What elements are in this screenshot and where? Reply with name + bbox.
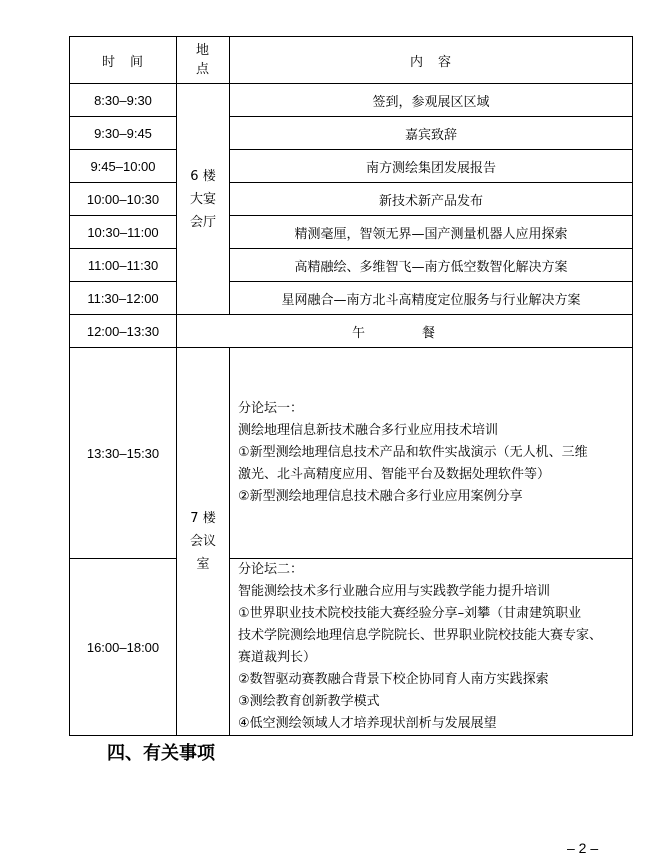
header-location-line: 地 [195, 43, 210, 58]
forum-row [70, 348, 633, 559]
location-line: 6 楼 [190, 168, 216, 184]
time-cell: 9:45–10:00 [70, 150, 177, 183]
time-cell: 16:00–18:00 [70, 559, 177, 736]
table-row [70, 249, 633, 282]
content-cell: 星网融合—南方北斗高精度定位服务与行业解决方案 [230, 282, 633, 315]
time-cell: 13:30–15:30 [70, 348, 177, 559]
forum-line: 激光、北斗高精度应用、智能平台及数据处理软件等） [238, 467, 551, 482]
table-row [70, 117, 633, 150]
agenda-table [69, 36, 633, 736]
time-cell: 10:30–11:00 [70, 216, 177, 249]
content-cell: 南方测绘集团发展报告 [230, 150, 633, 183]
location-cell-morning [177, 84, 230, 315]
time-cell: 11:30–12:00 [70, 282, 177, 315]
section-heading: 四、有关事项 [107, 743, 215, 764]
table-row [70, 216, 633, 249]
time-cell: 8:30–9:30 [70, 84, 177, 117]
time-cell: 10:00–10:30 [70, 183, 177, 216]
time-cell: 9:30–9:45 [70, 117, 177, 150]
location-line: 会议 [189, 534, 216, 549]
location-line: 室 [196, 557, 210, 572]
table-row [70, 84, 633, 117]
forum-line: ③测绘教育创新教学模式 [238, 694, 380, 709]
time-cell: 11:00–11:30 [70, 249, 177, 282]
header-location-line: 点 [195, 62, 210, 77]
header-content: 内 容 [230, 37, 633, 84]
content-cell: 签到，参观展区区域 [230, 84, 633, 117]
location-line: 7 楼 [190, 511, 216, 526]
forum-line: 智能测绘技术多行业融合应用与实践教学能力提升培训 [238, 584, 551, 599]
forum-line: 技术学院测绘地理信息学院院长、世界职业院校技能大赛专家、 [238, 628, 603, 643]
header-location [177, 37, 230, 84]
content-cell: 精测毫厘，智领无界—国产测量机器人应用探索 [230, 216, 633, 249]
forum-row [70, 559, 633, 736]
lunch-cell: 午 餐 [177, 315, 633, 348]
page-number: – 2 – [567, 840, 599, 856]
lunch-row [70, 315, 633, 348]
header-time: 时 间 [70, 37, 177, 84]
table-row [70, 282, 633, 315]
forum-line: 分论坛一： [238, 401, 304, 416]
forum-line: ②新型测绘地理信息技术融合多行业应用案例分享 [238, 489, 523, 504]
table-row [70, 150, 633, 183]
content-cell: 新技术新产品发布 [230, 183, 633, 216]
content-cell: 嘉宾致辞 [230, 117, 633, 150]
location-line: 会厅 [189, 214, 216, 230]
time-cell: 12:00–13:30 [70, 315, 177, 348]
forum-line: ②数智驱动赛教融合背景下校企协同育人南方实践探索 [238, 672, 549, 687]
content-cell: 高精融绘、多维智飞—南方低空数智化解决方案 [230, 249, 633, 282]
table-row [70, 183, 633, 216]
forum-line: ①世界职业技术院校技能大赛经验分享–刘攀（甘肃建筑职业 [238, 606, 582, 621]
forum-line: 赛道裁判长） [238, 650, 317, 665]
location-line: 大宴 [189, 191, 216, 207]
forum-two-content [230, 559, 633, 736]
location-cell-afternoon [177, 348, 230, 736]
forum-line: 测绘地理信息新技术融合多行业应用技术培训 [238, 423, 499, 438]
forum-line: ④低空测绘领域人才培养现状剖析与发展展望 [238, 716, 497, 731]
forum-line: ①新型测绘地理信息技术产品和软件实战演示（无人机、三维 [238, 445, 588, 460]
forum-one-content [230, 348, 633, 559]
table-header-row [70, 37, 633, 84]
forum-line: 分论坛二： [238, 562, 304, 577]
